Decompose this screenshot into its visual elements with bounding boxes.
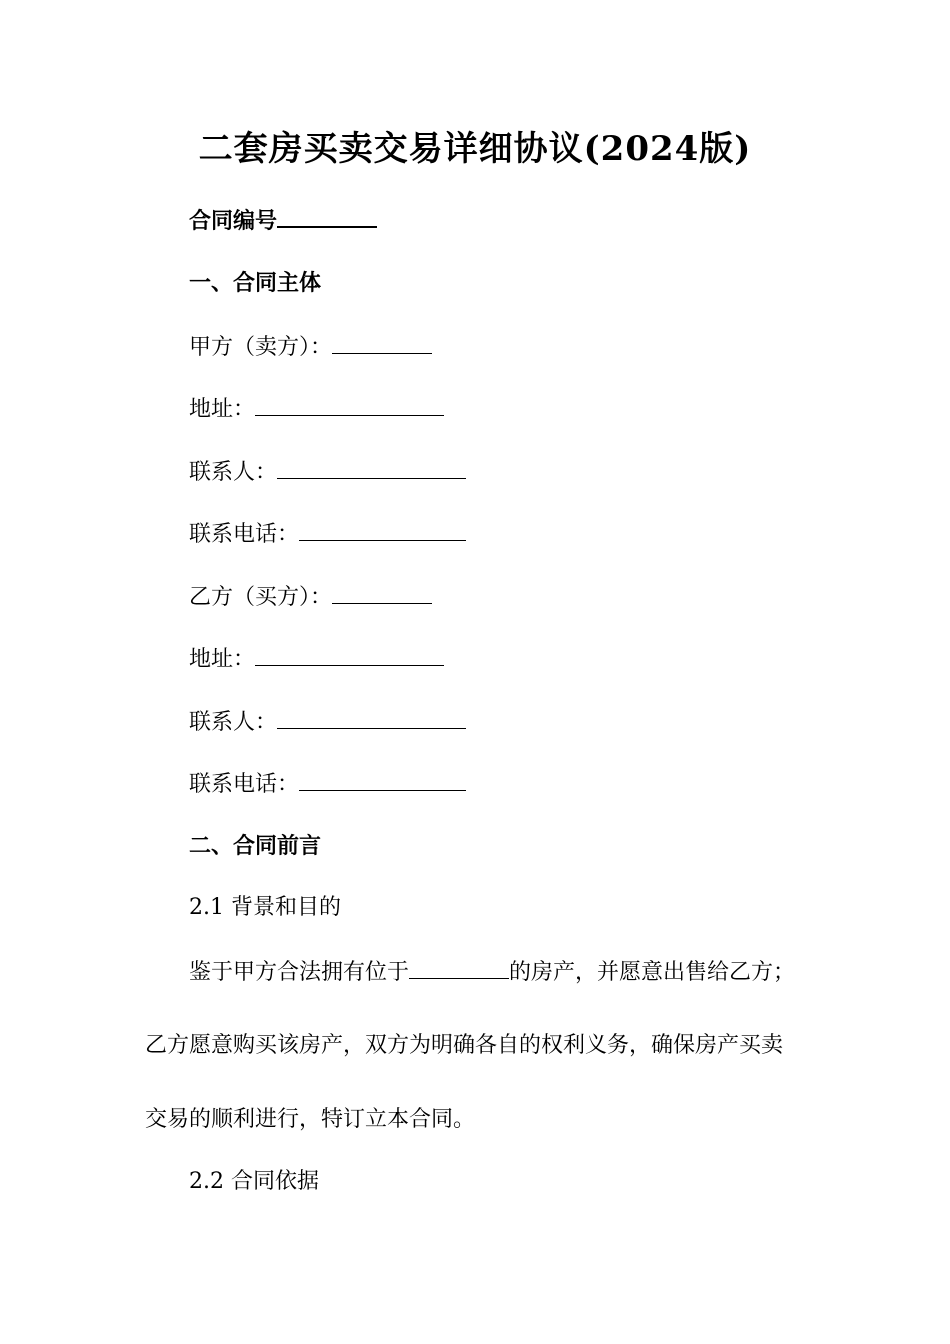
party-b-blank[interactable] [332, 585, 432, 604]
party-a-blank[interactable] [332, 335, 432, 354]
party-b-address-row [189, 647, 444, 671]
party-b-contact-label: 联系人： [189, 710, 278, 735]
party-a-contact-row [189, 460, 466, 484]
party-b-phone-row [189, 772, 466, 796]
party-a-phone-label: 联系电话： [189, 522, 300, 547]
party-b-contact-blank[interactable] [277, 710, 466, 729]
subsection-2-1-heading: 2.1 背景和目的 [189, 895, 341, 920]
party-a-label: 甲方（卖方）： [189, 335, 333, 360]
party-b-label: 乙方（买方）： [189, 585, 333, 610]
party-a-contact-blank[interactable] [277, 460, 466, 479]
preamble-text-part2: 的房产，并愿意出售给乙方； [509, 960, 796, 985]
preamble-line-2: 乙方愿意购买该房产，双方为明确各自的权利义务，确保房产买卖 [145, 1033, 784, 1058]
section2-heading: 二、合同前言 [189, 833, 322, 859]
preamble-line-3: 交易的顺利进行，特订立本合同。 [145, 1107, 476, 1132]
section1-heading: 一、合同主体 [189, 270, 322, 296]
party-b-row [189, 585, 432, 609]
party-a-contact-label: 联系人： [189, 460, 278, 485]
preamble-text-part1: 鉴于甲方合法拥有位于 [189, 960, 410, 985]
party-b-phone-label: 联系电话： [189, 772, 300, 797]
contract-number-blank[interactable] [277, 208, 377, 228]
property-location-blank[interactable] [409, 960, 509, 979]
preamble-line-1 [189, 960, 795, 984]
party-b-address-label: 地址： [189, 647, 256, 672]
party-a-phone-blank[interactable] [299, 522, 466, 541]
party-a-address-blank[interactable] [255, 397, 444, 416]
contract-number-label: 合同编号 [189, 208, 278, 234]
party-a-address-label: 地址： [189, 397, 256, 422]
party-b-address-blank[interactable] [255, 647, 444, 666]
party-a-phone-row [189, 522, 466, 546]
document-title: 二套房买卖交易详细协议(2024版) [198, 129, 752, 169]
party-a-address-row [189, 397, 444, 421]
subsection-2-2-heading: 2.2 合同依据 [189, 1169, 319, 1194]
contract-number-row [189, 208, 377, 232]
party-b-phone-blank[interactable] [299, 772, 466, 791]
party-a-row [189, 335, 432, 359]
party-b-contact-row [189, 710, 466, 734]
